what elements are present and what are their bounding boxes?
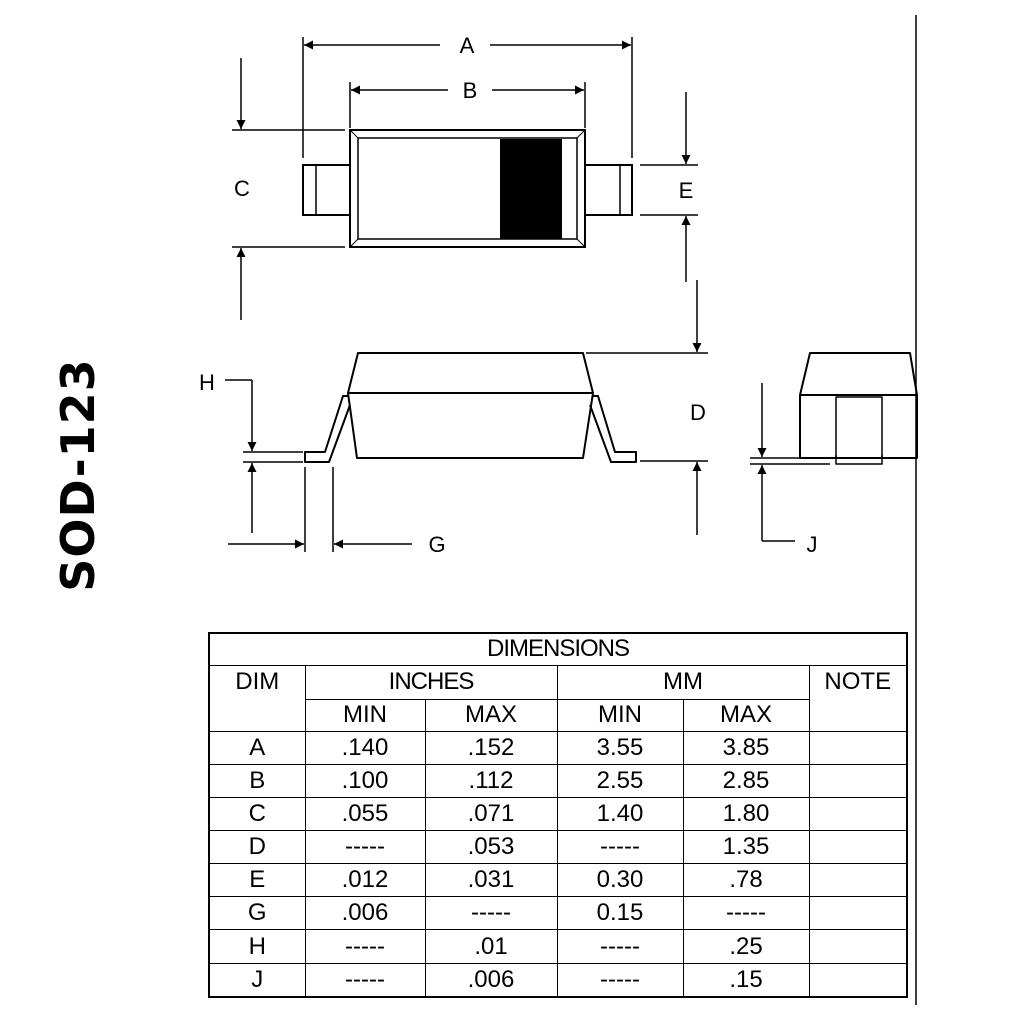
table-row <box>209 930 907 963</box>
table-body <box>209 731 907 997</box>
end-view <box>800 353 917 464</box>
dim-cell: B <box>209 764 305 797</box>
mm-max-cell: ----- <box>683 897 809 930</box>
body-side <box>348 353 593 458</box>
table-row <box>209 897 907 930</box>
label-b: B <box>462 78 478 103</box>
label-e: E <box>678 178 694 203</box>
table-row <box>209 864 907 897</box>
table-row <box>209 830 907 863</box>
mm-max-header: MAX <box>683 699 809 731</box>
table-row <box>209 731 907 764</box>
body-end <box>800 353 917 458</box>
left-lead-side <box>305 396 350 462</box>
table-title: DIMENSIONS <box>209 633 907 665</box>
mm-max-cell: .15 <box>683 963 809 997</box>
dim-cell: J <box>209 963 305 997</box>
package-title: SOD-123 <box>51 358 105 592</box>
right-lead-top <box>585 165 632 215</box>
dimensions-table <box>208 632 908 998</box>
mm-min-cell: 2.55 <box>557 764 683 797</box>
lead-end <box>836 397 882 458</box>
inches-max-cell: .152 <box>425 731 557 764</box>
inches-max-cell: .006 <box>425 963 557 997</box>
mm-min-cell: ----- <box>557 930 683 963</box>
dimension-g <box>228 467 412 552</box>
mm-max-cell: 1.35 <box>683 830 809 863</box>
mm-min-header: MIN <box>557 699 683 731</box>
inches-min-header: MIN <box>305 699 425 731</box>
table-row <box>209 963 907 997</box>
mm-min-cell: ----- <box>557 963 683 997</box>
note-cell <box>809 731 907 764</box>
package-title-wrap <box>38 340 118 610</box>
top-view <box>303 130 632 247</box>
cathode-band <box>500 139 562 239</box>
inches-min-cell: .100 <box>305 764 425 797</box>
note-cell <box>809 864 907 897</box>
mm-min-cell: 1.40 <box>557 797 683 830</box>
inches-header: INCHES <box>305 665 557 699</box>
note-cell <box>809 897 907 930</box>
dimension-h <box>225 380 303 533</box>
mm-min-cell: 3.55 <box>557 731 683 764</box>
label-a: A <box>459 33 475 58</box>
inches-max-cell: .053 <box>425 830 557 863</box>
mm-max-cell: 1.80 <box>683 797 809 830</box>
label-h: H <box>199 370 215 395</box>
dim-header: DIM <box>209 665 305 731</box>
inches-max-cell: .01 <box>425 930 557 963</box>
mm-max-cell: .25 <box>683 930 809 963</box>
dim-cell: A <box>209 731 305 764</box>
note-cell <box>809 797 907 830</box>
inches-min-cell: ----- <box>305 830 425 863</box>
mm-max-cell: 2.85 <box>683 764 809 797</box>
mm-min-cell: 0.30 <box>557 864 683 897</box>
inches-max-cell: .071 <box>425 797 557 830</box>
table-row <box>209 797 907 830</box>
inches-min-cell: .012 <box>305 864 425 897</box>
inches-min-cell: .140 <box>305 731 425 764</box>
inches-min-cell: ----- <box>305 963 425 997</box>
label-c: C <box>234 176 250 201</box>
mm-min-cell: ----- <box>557 830 683 863</box>
note-header: NOTE <box>809 665 907 731</box>
dim-cell: G <box>209 897 305 930</box>
note-cell <box>809 930 907 963</box>
inches-min-cell: ----- <box>305 930 425 963</box>
note-cell <box>809 830 907 863</box>
inches-max-header: MAX <box>425 699 557 731</box>
table-row <box>209 764 907 797</box>
dim-cell: D <box>209 830 305 863</box>
side-view <box>305 353 636 462</box>
inches-max-cell: .031 <box>425 864 557 897</box>
inches-min-cell: .055 <box>305 797 425 830</box>
mm-min-cell: 0.15 <box>557 897 683 930</box>
dim-cell: H <box>209 930 305 963</box>
right-lead-side <box>590 396 636 462</box>
label-g: G <box>428 532 446 557</box>
label-d: D <box>690 400 706 425</box>
note-cell <box>809 764 907 797</box>
left-lead-top <box>303 165 350 215</box>
dim-cell: E <box>209 864 305 897</box>
note-cell <box>809 963 907 997</box>
inches-max-cell: .112 <box>425 764 557 797</box>
mm-max-cell: 3.85 <box>683 731 809 764</box>
label-j: J <box>806 532 818 557</box>
mm-header: MM <box>557 665 809 699</box>
mm-max-cell: .78 <box>683 864 809 897</box>
dimension-j <box>750 383 830 541</box>
inches-min-cell: .006 <box>305 897 425 930</box>
inches-max-cell: ----- <box>425 897 557 930</box>
dim-cell: C <box>209 797 305 830</box>
